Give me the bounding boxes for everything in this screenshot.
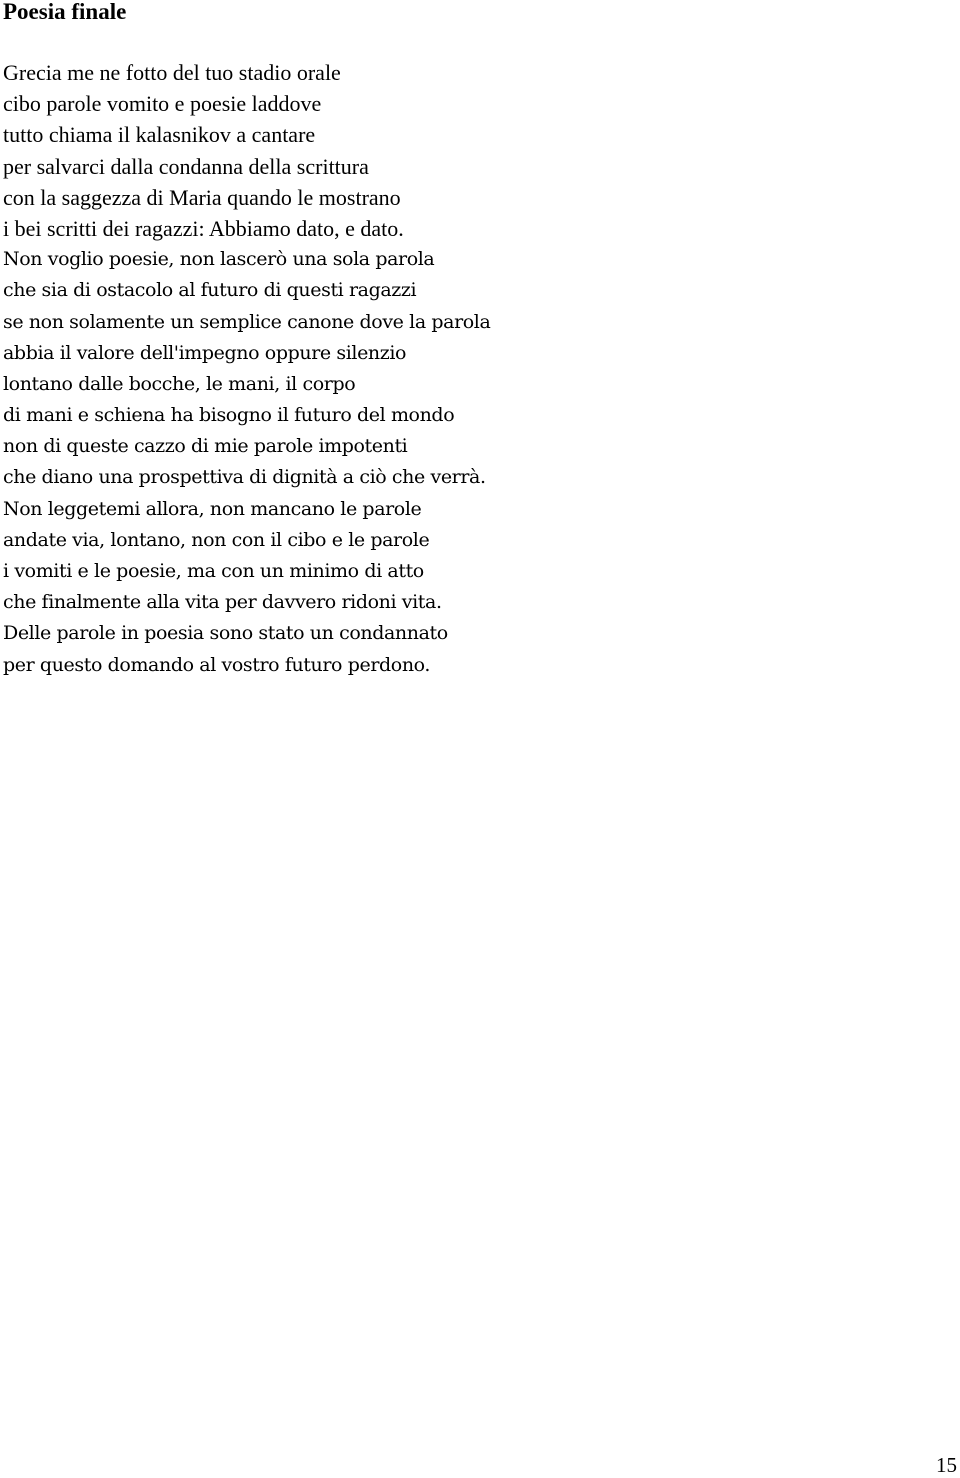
poem-line: i vomiti e le poesie, ma con un minimo di atto [3, 560, 424, 582]
poem-body [3, 57, 953, 681]
poem-line: con la saggezza di Maria quando le mostrano [3, 184, 401, 210]
poem-line: per questo domando al vostro futuro perdono. [3, 653, 430, 676]
poem-line: Grecia me ne fotto del tuo stadio orale [3, 60, 341, 85]
poem-line: Delle parole in poesia sono stato un condannato [3, 622, 448, 645]
page-number: 15 [936, 1453, 957, 1477]
poem-line: abbia il valore dell'impegno oppure silenzio [3, 341, 407, 364]
poem-line: se non solamente un semplice canone dove la parola [3, 310, 491, 333]
poem-line: che diano una prospettiva di dignità a ciò che verrà. [3, 466, 486, 489]
poem-line: che sia di ostacolo al futuro di questi ragazzi [3, 279, 417, 302]
poem-line: lontano dalle bocche, le mani, il corpo [3, 372, 356, 395]
poem-line: non di queste cazzo di mie parole impotenti [3, 435, 408, 458]
poem-line: tutto chiama il kalasnikov a cantare [3, 122, 316, 148]
poem-line: Non leggetemi allora, non mancano le parole [3, 497, 422, 520]
poem-line: cibo parole vomito e poesie laddove [3, 91, 322, 117]
poem-line: andate via, lontano, non con il cibo e le parole [3, 528, 430, 551]
poem-line: i bei scritti dei ragazzi: Abbiamo dato, e dato. [3, 215, 404, 241]
page-title: Poesia finale [3, 0, 127, 24]
poem-line: per salvarci dalla condanna della scrittura [3, 153, 369, 179]
poem-line: che finalmente alla vita per davvero ridoni vita. [3, 591, 442, 614]
poem-line: di mani e schiena ha bisogno il futuro del mondo [3, 404, 455, 427]
poem-line: Non voglio poesie, non lascerò una sola parola [3, 248, 435, 271]
